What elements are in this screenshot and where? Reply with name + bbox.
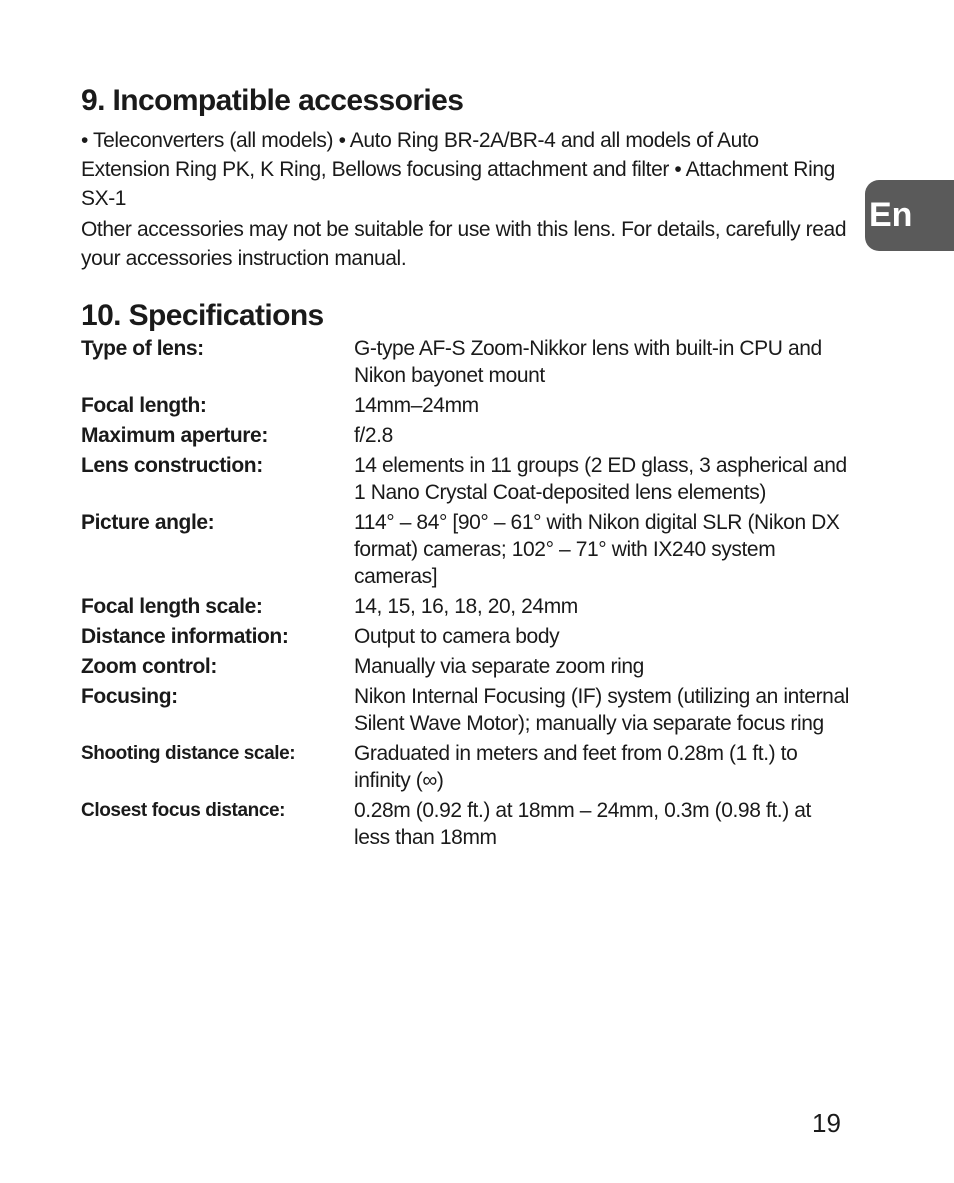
spec-label: Picture angle:	[81, 511, 215, 534]
spec-label: Maximum aperture:	[81, 424, 268, 447]
spec-label: Shooting distance scale:	[81, 743, 296, 764]
spec-row	[81, 653, 851, 680]
spec-row	[81, 422, 851, 449]
spec-label: Focusing:	[81, 685, 178, 708]
spec-value: Graduated in meters and feet from 0.28m (1 ft.) to infinity (∞)	[354, 742, 798, 792]
section-9-title: 9. Incompatible accessories	[81, 84, 464, 117]
spec-value: Output to camera body	[354, 625, 560, 648]
language-tab-en: En	[865, 180, 954, 251]
section-10-title: 10. Specifications	[81, 299, 324, 332]
spec-label: Lens construction:	[81, 454, 263, 477]
spec-value: 14 elements in 11 groups (2 ED glass, 3 aspherical and 1 Nano Crystal Coat-deposited lens elements)	[354, 454, 847, 504]
spec-value: G-type AF-S Zoom-Nikkor lens with built-in CPU and Nikon bayonet mount	[354, 337, 822, 387]
spec-value: 0.28m (0.92 ft.) at 18mm – 24mm, 0.3m (0.98 ft.) at less than 18mm	[354, 799, 811, 849]
spec-value: Nikon Internal Focusing (IF) system (utilizing an internal Silent Wave Motor); manually via separate focus ring	[354, 685, 850, 735]
accessories-note: Other accessories may not be suitable for use with this lens. For details, carefully read your accessories instruction manual.	[81, 218, 847, 270]
spec-value: Manually via separate zoom ring	[354, 655, 644, 678]
spec-label: Type of lens:	[81, 337, 204, 360]
spec-row	[81, 392, 851, 419]
spec-label: Focal length scale:	[81, 595, 263, 618]
spec-label: Zoom control:	[81, 655, 217, 678]
spec-row	[81, 509, 851, 590]
spec-value: 114° – 84° [90° – 61° with Nikon digital SLR (Nikon DX format) cameras; 102° – 71° with IX240 system cameras]	[354, 511, 840, 588]
spec-row	[81, 335, 851, 389]
spec-label: Distance information:	[81, 625, 289, 648]
specifications-table	[81, 335, 851, 854]
incompatible-accessories-list: • Teleconverters (all models) • Auto Ring BR-2A/BR-4 and all models of Auto Extension Ring PK, K Ring, Bellows focusing attachment and filter • Attachment Ring SX-1	[81, 129, 835, 210]
spec-value: f/2.8	[354, 424, 393, 447]
spec-row	[81, 683, 851, 737]
spec-row	[81, 623, 851, 650]
spec-label: Focal length:	[81, 394, 207, 417]
spec-row	[81, 452, 851, 506]
spec-label: Closest focus distance:	[81, 800, 286, 821]
spec-row	[81, 797, 851, 851]
spec-value: 14, 15, 16, 18, 20, 24mm	[354, 595, 578, 618]
page-number: 19	[812, 1108, 841, 1138]
page-content	[81, 82, 851, 854]
spec-value: 14mm–24mm	[354, 394, 479, 417]
spec-row	[81, 593, 851, 620]
spec-row	[81, 740, 851, 794]
